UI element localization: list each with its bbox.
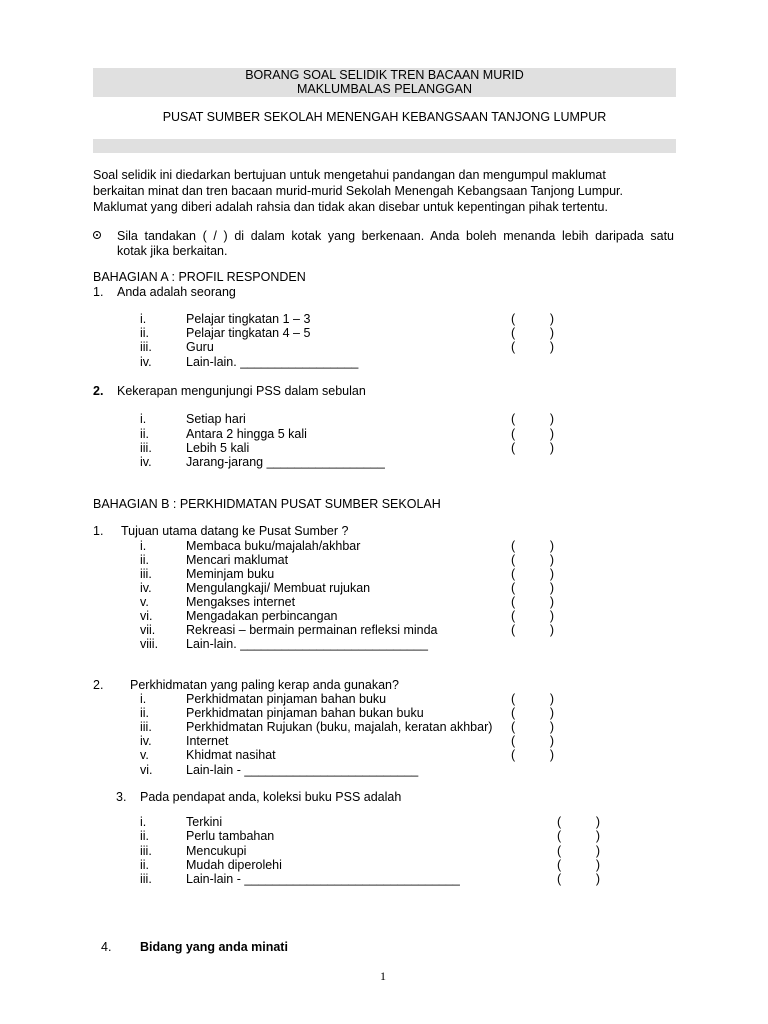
option-roman: iv.	[140, 734, 152, 748]
option-label: Pelajar tingkatan 4 – 5	[186, 326, 311, 340]
question-text: Anda adalah seorang	[117, 285, 236, 299]
instruction-line-1: Sila tandakan ( / ) di dalam kotak yang berkenaan. Anda boleh menanda lebih daripada satu	[117, 229, 674, 243]
option-label[interactable]: Lain-lain - _______________________________	[186, 872, 460, 886]
checkbox-parens[interactable]: ( )	[511, 412, 555, 426]
option-label: Perkhidmatan pinjaman bahan bukan buku	[186, 706, 424, 720]
checkbox-parens[interactable]: ( )	[511, 734, 555, 748]
question-text: Perkhidmatan yang paling kerap anda gunakan?	[130, 678, 399, 692]
option-roman: vi.	[140, 609, 153, 623]
option-roman: iii.	[140, 340, 152, 354]
option-label[interactable]: Lain-lain. ___________________________	[186, 637, 428, 651]
checkbox-parens[interactable]: ( )	[557, 858, 601, 872]
option-roman: ii.	[140, 858, 150, 872]
checkbox-parens[interactable]: ( )	[511, 692, 555, 706]
option-label: Pelajar tingkatan 1 – 3	[186, 312, 311, 326]
option-label: Meminjam buku	[186, 567, 275, 581]
option-label: Membaca buku/majalah/akhbar	[186, 539, 361, 553]
bullet-radio-icon	[93, 231, 101, 239]
checkbox-parens[interactable]: ( )	[557, 829, 601, 843]
option-roman: ii.	[140, 326, 150, 340]
option-roman: i.	[140, 412, 147, 426]
intro-line-3: Maklumat yang diberi adalah rahsia dan tidak akan disebar untuk kepentingan pihak tertentu.	[93, 200, 608, 214]
option-roman: iv.	[140, 455, 152, 469]
checkbox-parens[interactable]: ( )	[511, 539, 555, 553]
checkbox-parens[interactable]: ( )	[557, 844, 601, 858]
form-title: BORANG SOAL SELIDIK TREN BACAAN MURID	[245, 68, 524, 82]
checkbox-parens[interactable]: ( )	[511, 427, 555, 441]
option-label: Perkhidmatan Rujukan (buku, majalah, keratan akhbar)	[186, 720, 493, 734]
question-number: 1.	[93, 524, 104, 538]
option-label[interactable]: Lain-lain - _________________________	[186, 763, 419, 777]
option-label: Mengadakan perbincangan	[186, 609, 338, 623]
option-roman: iii.	[140, 720, 152, 734]
option-roman: viii.	[140, 637, 159, 651]
option-label: Lebih 5 kali	[186, 441, 250, 455]
option-label: Rekreasi – bermain permainan refleksi minda	[186, 623, 438, 637]
option-label: Terkini	[186, 815, 223, 829]
checkbox-parens[interactable]: ( )	[511, 706, 555, 720]
option-roman: i.	[140, 815, 147, 829]
option-roman: ii.	[140, 706, 150, 720]
option-roman: v.	[140, 595, 149, 609]
option-label: Mengakses internet	[186, 595, 296, 609]
option-roman: vi.	[140, 763, 153, 777]
option-label: Internet	[186, 734, 229, 748]
checkbox-parens[interactable]: ( )	[511, 748, 555, 762]
option-roman: i.	[140, 539, 147, 553]
option-roman: ii.	[140, 427, 150, 441]
checkbox-parens[interactable]: ( )	[511, 441, 555, 455]
instruction-line-2: kotak jika berkaitan.	[117, 244, 228, 258]
section-a-title: BAHAGIAN A : PROFIL RESPONDEN	[93, 270, 306, 284]
checkbox-parens[interactable]: ( )	[511, 623, 555, 637]
checkbox-parens[interactable]: ( )	[511, 720, 555, 734]
checkbox-parens[interactable]: ( )	[511, 567, 555, 581]
option-label: Mengulangkaji/ Membuat rujukan	[186, 581, 371, 595]
checkbox-parens[interactable]: ( )	[511, 581, 555, 595]
option-label: Guru	[186, 340, 214, 354]
section-b-title: BAHAGIAN B : PERKHIDMATAN PUSAT SUMBER SEKOLAH	[93, 497, 441, 511]
option-label: Perkhidmatan pinjaman bahan buku	[186, 692, 387, 706]
option-label: Perlu tambahan	[186, 829, 275, 843]
checkbox-parens[interactable]: ( )	[511, 553, 555, 567]
question-text: Tujuan utama datang ke Pusat Sumber ?	[121, 524, 349, 538]
form-subtitle: MAKLUMBALAS PELANGGAN	[296, 82, 473, 96]
option-label: Mencari maklumat	[186, 553, 289, 567]
option-roman: iii.	[140, 567, 152, 581]
option-roman: iii.	[140, 844, 152, 858]
question-text: Kekerapan mengunjungi PSS dalam sebulan	[117, 384, 366, 398]
option-label: Khidmat nasihat	[186, 748, 276, 762]
option-roman: ii.	[140, 829, 150, 843]
shaded-bar	[93, 139, 676, 153]
option-roman: ii.	[140, 553, 150, 567]
checkbox-parens[interactable]: ( )	[511, 609, 555, 623]
option-roman: iv.	[140, 581, 152, 595]
option-roman: i.	[140, 312, 147, 326]
intro-line-2: berkaitan minat dan tren bacaan murid-murid Sekolah Menengah Kebangsaan Tanjong Lumpur.	[93, 184, 623, 198]
option-label: Mudah diperolehi	[186, 858, 282, 872]
checkbox-parens[interactable]: ( )	[511, 326, 555, 340]
option-label[interactable]: Jarang-jarang _________________	[186, 455, 385, 469]
option-roman: iii.	[140, 872, 152, 886]
checkbox-parens[interactable]: ( )	[557, 815, 601, 829]
checkbox-parens[interactable]: ( )	[511, 340, 555, 354]
option-label: Mencukupi	[186, 844, 247, 858]
question-number: 3.	[116, 790, 127, 804]
school-name: PUSAT SUMBER SEKOLAH MENENGAH KEBANGSAAN TANJONG LUMPUR	[162, 110, 607, 124]
option-label[interactable]: Lain-lain. _________________	[186, 355, 359, 369]
question-text: Pada pendapat anda, koleksi buku PSS adalah	[140, 790, 402, 804]
question-number: 2.	[93, 678, 104, 692]
page-number: 1	[380, 969, 386, 983]
checkbox-parens[interactable]: ( )	[511, 312, 555, 326]
checkbox-parens[interactable]: ( )	[511, 595, 555, 609]
option-roman: iii.	[140, 441, 152, 455]
checkbox-parens[interactable]: ( )	[557, 872, 601, 886]
option-label: Setiap hari	[186, 412, 246, 426]
option-roman: iv.	[140, 355, 152, 369]
question-number: 4.	[101, 940, 112, 954]
intro-line-1: Soal selidik ini diedarkan bertujuan untuk mengetahui pandangan dan mengumpul maklumat	[93, 168, 606, 182]
question-text: Bidang yang anda minati	[140, 940, 288, 954]
option-roman: v.	[140, 748, 149, 762]
option-label: Antara 2 hingga 5 kali	[186, 427, 307, 441]
option-roman: i.	[140, 692, 147, 706]
question-number: 1.	[93, 285, 104, 299]
question-number: 2.	[93, 384, 104, 398]
option-roman: vii.	[140, 623, 156, 637]
